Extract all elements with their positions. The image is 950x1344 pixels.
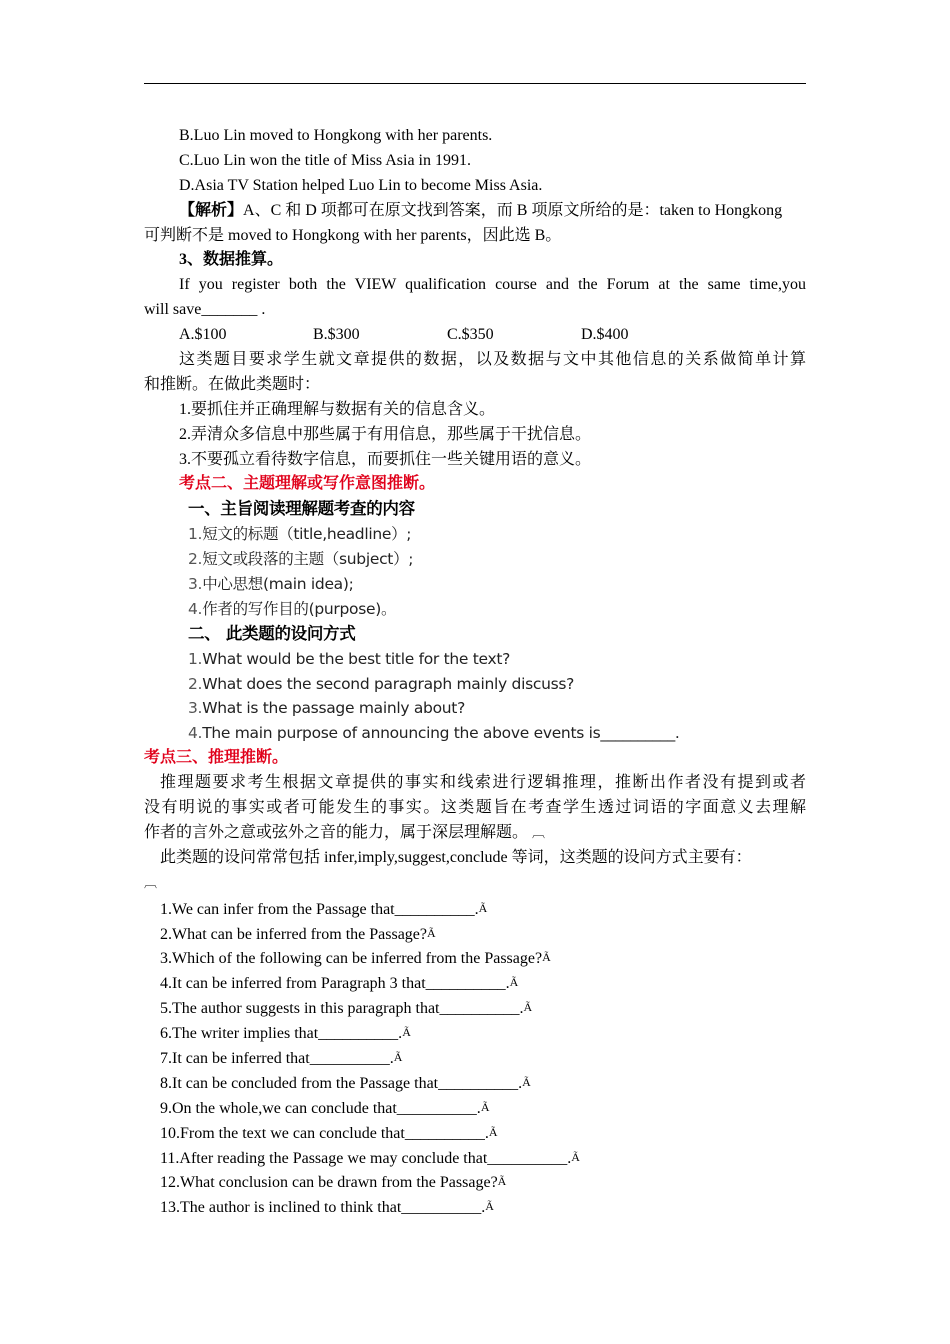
choice-row <box>144 323 806 348</box>
kaodian2-image-block <box>144 497 806 746</box>
analysis-line-2: 可判断不是 moved to Hongkong with her parents，因此选 B。 <box>144 226 562 244</box>
kaodian2-heading: 考点二、主题理解或写作意图推断。 <box>179 475 436 493</box>
kaodian3-para-1: 推理题要求考生根据文章提供的事实和线索进行逻辑推理，推断出作者没有提到或者 <box>160 774 806 792</box>
list-item: 10.From the text we can conclude that__________.Ã <box>160 1124 498 1142</box>
question-line-2: will save_______ . <box>144 301 266 319</box>
content-item: 1.短文的标题（title,headline）; <box>188 525 412 544</box>
list-item: 3.Which of the following can be inferred from the Passage?Ã <box>160 950 551 968</box>
section3-desc-1: 这类题目要求学生就文章提供的数据，以及数据与文中其他信息的关系做简单计算 <box>179 351 806 369</box>
content-item: 4.作者的写作目的(purpose)。 <box>188 599 397 618</box>
list-item: 6.The writer implies that__________.Ã <box>160 1025 411 1043</box>
list-item: 11.After reading the Passage we may conclude that__________.Ã <box>160 1149 580 1167</box>
tip-3: 3.不要孤立看待数字信息，而要抓住一些关键用语的意义。 <box>179 450 592 468</box>
choice-b: B.$300 <box>313 326 360 344</box>
option-c: C.Luo Lin won the title of Miss Asia in 1991. <box>179 151 471 169</box>
paragraph-mark-icon: ︹ <box>144 874 158 890</box>
choice-c: C.$350 <box>447 326 494 344</box>
section3-heading: 3、数据推算。 <box>179 251 284 269</box>
list-item: 9.On the whole,we can conclude that__________.Ã <box>160 1099 490 1117</box>
question-line-1: If you register both the VIEW qualification course and the Forum at the same time,you <box>179 276 806 294</box>
choice-d: D.$400 <box>581 326 629 344</box>
question-form-item: 3.What is the passage mainly about? <box>188 699 465 718</box>
paragraph-mark-icon: ︹ <box>532 824 546 840</box>
content-item: 2.短文或段落的主题（subject）; <box>188 550 414 569</box>
list-item: 13.The author is inclined to think that__________.Ã <box>160 1199 494 1217</box>
list-item: 2.What can be inferred from the Passage?Ã <box>160 925 436 943</box>
list-item: 12.What conclusion can be drawn from the Passage?Ã <box>160 1174 507 1192</box>
question-form-item: 4.The main purpose of announcing the above events is__________. <box>188 724 680 743</box>
inference-question-list <box>144 896 806 1220</box>
kaodian3-intro: 此类题的设问常常包括 infer,imply,suggest,conclude 等词，这类题的设问方式主要有： <box>160 848 752 866</box>
analysis-line-1: 【解析】A、C 和 D 项都可在原文找到答案，而 B 项原文所给的是：taken to Hongkong <box>179 201 783 219</box>
list-item: 4.It can be inferred from Paragraph 3 that__________.Ã <box>160 975 519 993</box>
option-d: D.Asia TV Station helped Luo Lin to become Miss Asia. <box>179 176 543 194</box>
analysis-label: 【解析】 <box>179 201 244 219</box>
list-item: 5.The author suggests in this paragraph that__________.Ã <box>160 1000 533 1018</box>
content-item: 3.中心思想(main idea); <box>188 575 354 594</box>
section3-desc-2: 和推断。在做此类题时： <box>144 375 321 393</box>
choice-a: A.$100 <box>179 326 227 344</box>
kaodian3-para-3: 作者的言外之意或弦外之音的能力，属于深层理解题。 ︹ <box>144 823 546 841</box>
document-page <box>144 124 806 1219</box>
list-item: 8.It can be concluded from the Passage that__________.Ã <box>160 1074 531 1092</box>
list-item: 1.We can infer from the Passage that__________.Ã <box>160 900 488 918</box>
kaodian3-heading: 考点三、推理推断。 <box>144 749 289 767</box>
option-b: B.Luo Lin moved to Hongkong with her parents. <box>179 127 493 144</box>
list-item: 7.It can be inferred that__________.Ã <box>160 1049 403 1067</box>
kaodian2-sub2: 二、 此类题的设问方式 <box>188 623 356 643</box>
kaodian2-sub1: 一、主旨阅读理解题考查的内容 <box>188 499 415 519</box>
question-form-item: 1.What would be the best title for the text? <box>188 649 511 668</box>
question-form-item: 2.What does the second paragraph mainly discuss? <box>188 674 575 693</box>
header-rule <box>144 83 806 84</box>
tip-2: 2.弄清众多信息中那些属于有用信息，那些属于干扰信息。 <box>179 425 592 443</box>
kaodian3-para-2: 没有明说的事实或者可能发生的事实。这类题旨在考查学生透过词语的字面意义去理解 <box>144 799 806 817</box>
tip-1: 1.要抓住并正确理解与数据有关的信息含义。 <box>179 400 496 418</box>
